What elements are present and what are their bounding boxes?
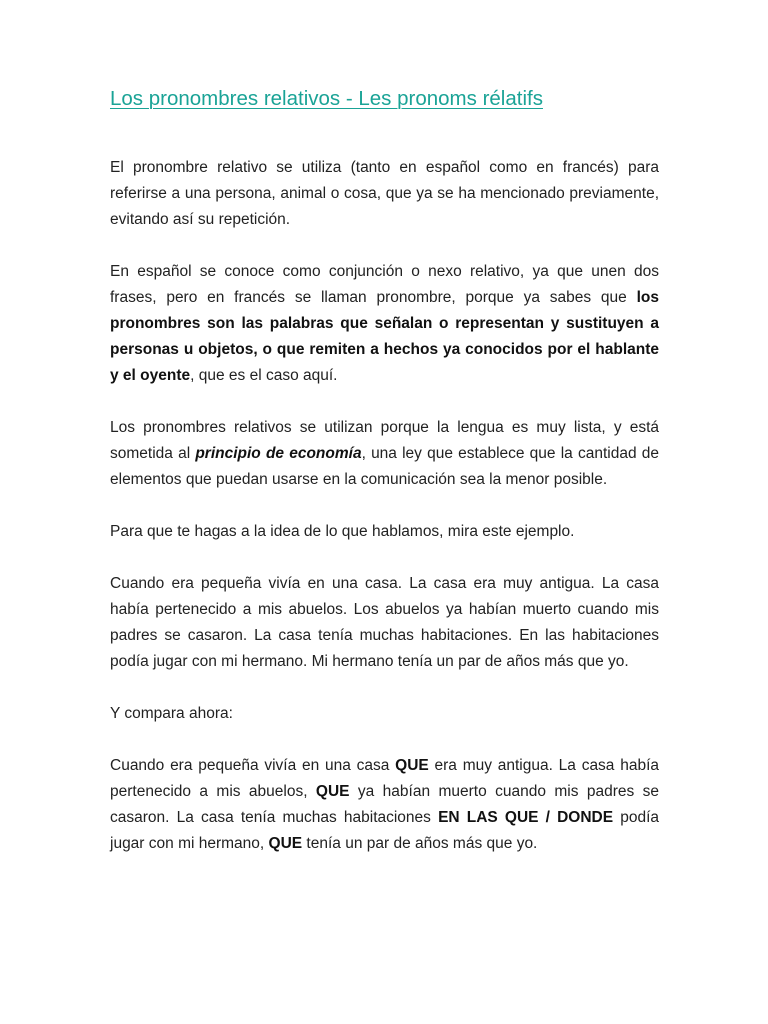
document-page xyxy=(110,84,659,883)
paragraph-text: En español se conoce como conjunción o nexo relativo, ya que unen dos frases, pero en francés se llaman pronombre, porque ya sabes que xyxy=(110,263,659,306)
paragraph-compara: Y compara ahora: xyxy=(110,705,233,722)
bold-italic-term: principio de economía xyxy=(195,445,362,462)
paragraph-text: , que es el caso aquí. xyxy=(190,367,338,384)
paragraph-definition: El pronombre relativo se utiliza (tanto en español como en francés) para referirse a una persona, animal o cosa, que ya se ha mencionado previamente, evitando así su repetición. xyxy=(110,159,659,228)
paragraph-economia xyxy=(110,415,659,493)
paragraph-text: tenía un par de años más que yo. xyxy=(302,835,538,852)
paragraph-text: Los pronombres relativos se utilizan porque la lengua es muy lista, y está sometida al xyxy=(110,419,659,462)
paragraph-text: Cuando era pequeña vivía en una casa xyxy=(110,757,396,774)
paragraph-text: ya habían muerto cuando mis padres se casaron. La casa tenía muchas habitaciones xyxy=(110,783,659,826)
paragraph-intro-ejemplo: Para que te hagas a la idea de lo que hablamos, mira este ejemplo. xyxy=(110,523,575,540)
document-title-link[interactable]: Los pronombres relativos - Les pronoms rélatifs xyxy=(110,87,543,110)
bold-definition-text: los pronombres son las palabras que señalan o representan y sustituyen a personas u objetos, o que remiten a hechos ya conocidos por el hablante y el oyente xyxy=(110,289,659,384)
paragraph-ejemplo-sin-relativos: Cuando era pequeña vivía en una casa. La casa era muy antigua. La casa había pertenecido a mis abuelos. Los abuelos ya habían muerto cuando mis padres se casaron. La casa tenía muchas habitaciones. En las habitaciones podía jugar con mi hermano. Mi hermano tenía un par de años más que yo. xyxy=(110,575,659,670)
paragraph-text: podía jugar con mi hermano, xyxy=(110,809,659,852)
bold-relative-pronoun: EN LAS QUE / DONDE xyxy=(438,809,614,826)
bold-relative-pronoun: QUE xyxy=(268,835,303,852)
paragraph-text: , una ley que establece que la cantidad de elementos que puedan usarse en la comunicación sea la menor posible. xyxy=(110,445,659,488)
bold-relative-pronoun: QUE xyxy=(395,757,429,774)
bold-relative-pronoun: QUE xyxy=(315,783,350,800)
paragraph-ejemplo-con-relativos xyxy=(110,753,659,857)
paragraph-nexo-relativo xyxy=(110,259,659,389)
paragraph-text: era muy antigua. La casa había pertenecido a mis abuelos, xyxy=(110,757,659,800)
